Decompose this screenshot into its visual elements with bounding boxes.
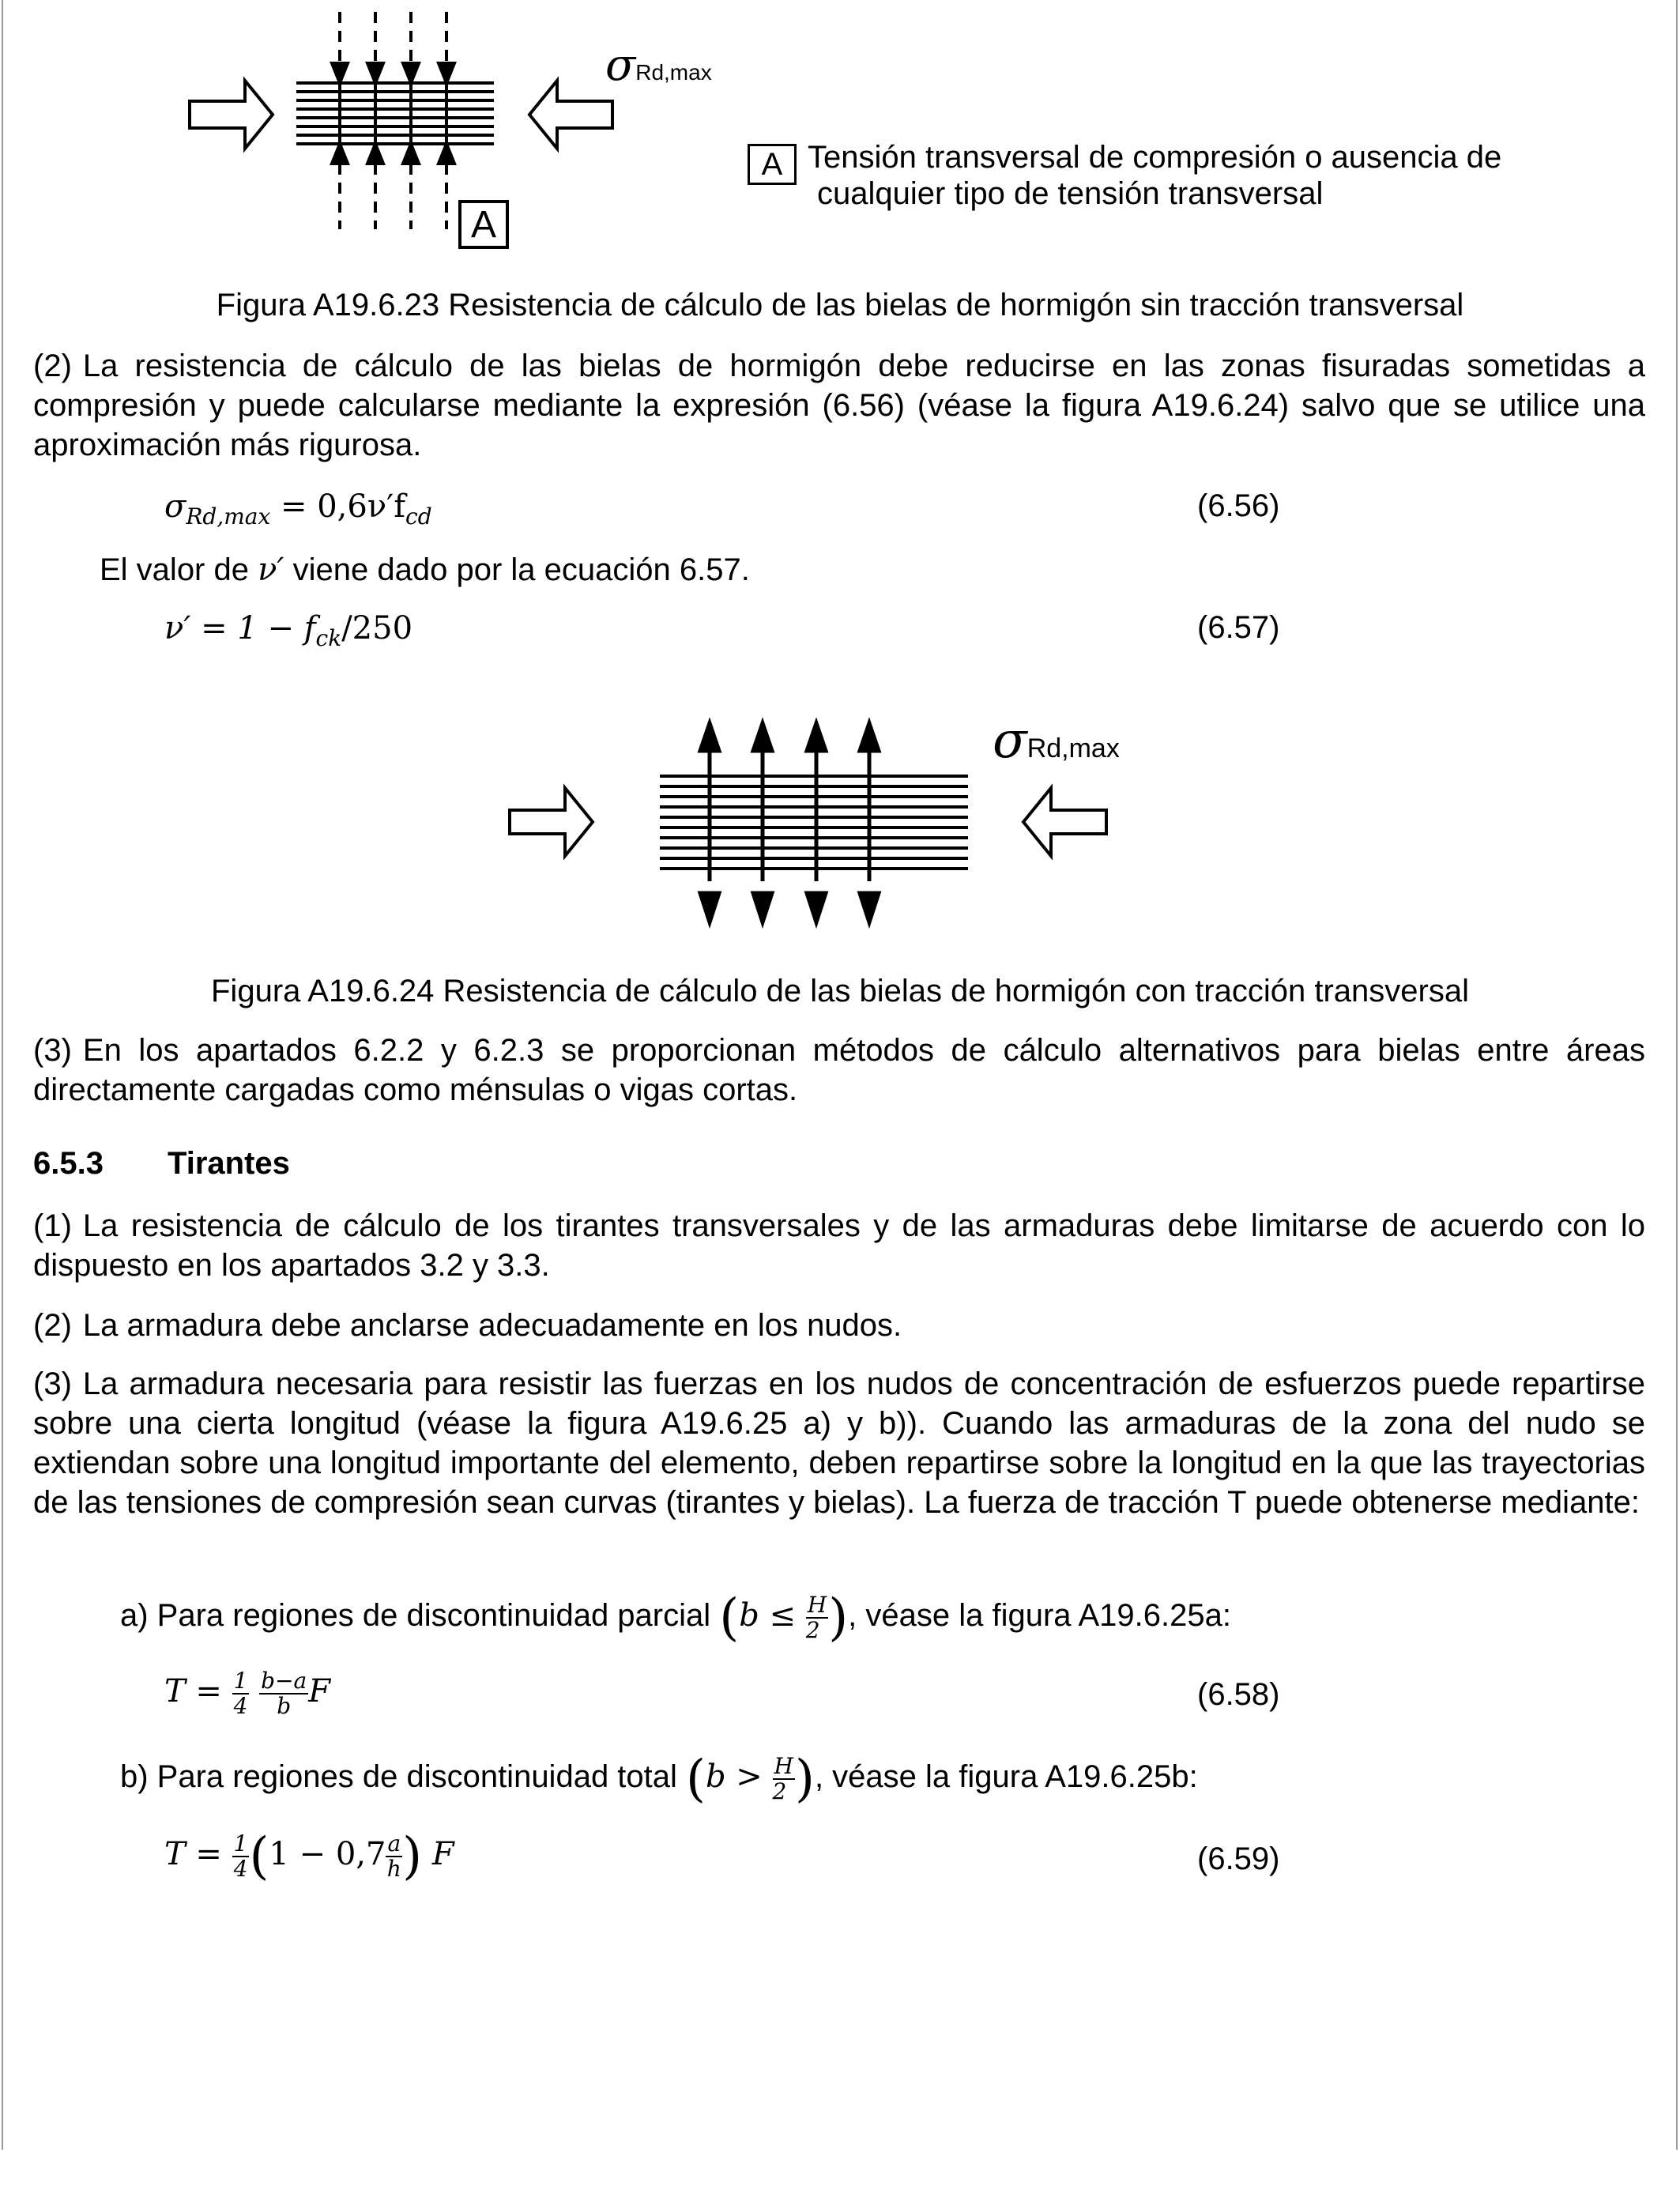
legend-line-2: cualquier tipo de tensión transversal [817,176,1324,211]
right-compression-arrow [1023,788,1106,856]
left-compression-arrow [190,81,273,149]
tirantes-paragraph-2: (2) La armadura debe anclarse adecuadamente en los nudos. [33,1308,902,1343]
equation-number-6-58: (6.58) [1197,1677,1280,1712]
equation-6-58: T = $\frac{1}{4}$ $\frac{b-a}{b}$ F [164,1668,331,1719]
equation-6-59: T = $\frac{1}{4}$ (1 − 0,7 $\frac{a}{h}$ ) F [164,1827,454,1886]
section-number: 6.5.3 [33,1146,104,1181]
equation-number-6-59: (6.59) [1197,1842,1280,1876]
legend-box-letter: A [748,144,797,185]
left-compression-arrow [510,788,593,856]
figure-1-box-letter: A [470,204,497,246]
strut-lines [660,776,968,869]
tirantes-paragraph-1: (1) La resistencia de cálculo de los tirantes transversales y de las armaduras debe limitarse de acuerdo con lo dispuesto en los apartados 3.2 y 3.3. [33,1208,1645,1283]
bottom-tension-arrows [700,893,879,922]
equation-6-57: $\nu' = 1 - f_{ck}/250$ [164,610,413,651]
figure-2-sigma-label: σRd,max [993,711,1120,770]
bottom-compression-arrows [332,144,454,229]
legend-line-1: Tensión transversal de compresión o ausencia de [808,140,1502,175]
paragraph-2 [33,346,1645,465]
nu-intro: El valor de ν′ viene dado por la ecuación 6.57. [100,552,750,588]
right-compression-arrow [529,81,612,149]
section-heading [33,1146,290,1182]
paragraph-3: (3) En los apartados 6.2.2 y 6.2.3 se proporcionan métodos de cálculo alternativos para bielas entre áreas directamente cargadas como ménsulas o vigas cortas. [33,1033,1645,1107]
equation-number-6-56: (6.56) [1197,488,1280,523]
legend-text [808,139,1501,212]
figure-2-caption: Figura A19.6.24 Resistencia de cálculo de las bielas de hormigón con tracción transversal [211,974,1469,1008]
equation-6-56: $\sigma_{Rd,max} = 0,6\nu'f_{cd}$ [164,488,432,530]
figure-1-sigma-label: σRd,max [605,40,712,91]
top-compression-arrows [332,12,454,144]
figure-1-caption: Figura A19.6.23 Resistencia de cálculo de las bielas de hormigón sin tracción transversal [216,288,1464,322]
section-title: Tirantes [168,1146,290,1181]
item-a: a) Para regiones de discontinuidad parcial (b ≤ $\frac{H}{2}$ ), véase la figura A19.6.25a: [120,1589,1231,1647]
strut-lines [296,83,494,144]
item-b: b) Para regiones de discontinuidad total (b > $\frac{H}{2}$ ), véase la figura A19.6.25b: [120,1750,1198,1808]
paragraph-number: (2) [33,349,72,383]
tirantes-paragraph-3: (3) La armadura necesaria para resistir las fuerzas en los nudos de concentración de esfuerzos puede repartirse sobre una cierta longitud (véase la figura A19.6.25 a) y b)). Cuando las armaduras de la zona del nudo se extiendan sobre una longitud importante del elemento, deben repartirse sobre la longitud en la que las trayectorias de las tensiones de compresión sean curvas (tirantes y bielas). La fuerza de tracción T puede obtenerse mediante: [33,1367,1645,1520]
equation-number-6-57: (6.57) [1197,610,1280,645]
paragraph-text: La resistencia de cálculo de las bielas de hormigón debe reducirse en las zonas fisuradas sometidas a compresión y puede calcularse mediante la expresión (6.56) (véase la figura A19.6.24) salvo que se utilice una aproximación más rigurosa. [33,349,1645,462]
